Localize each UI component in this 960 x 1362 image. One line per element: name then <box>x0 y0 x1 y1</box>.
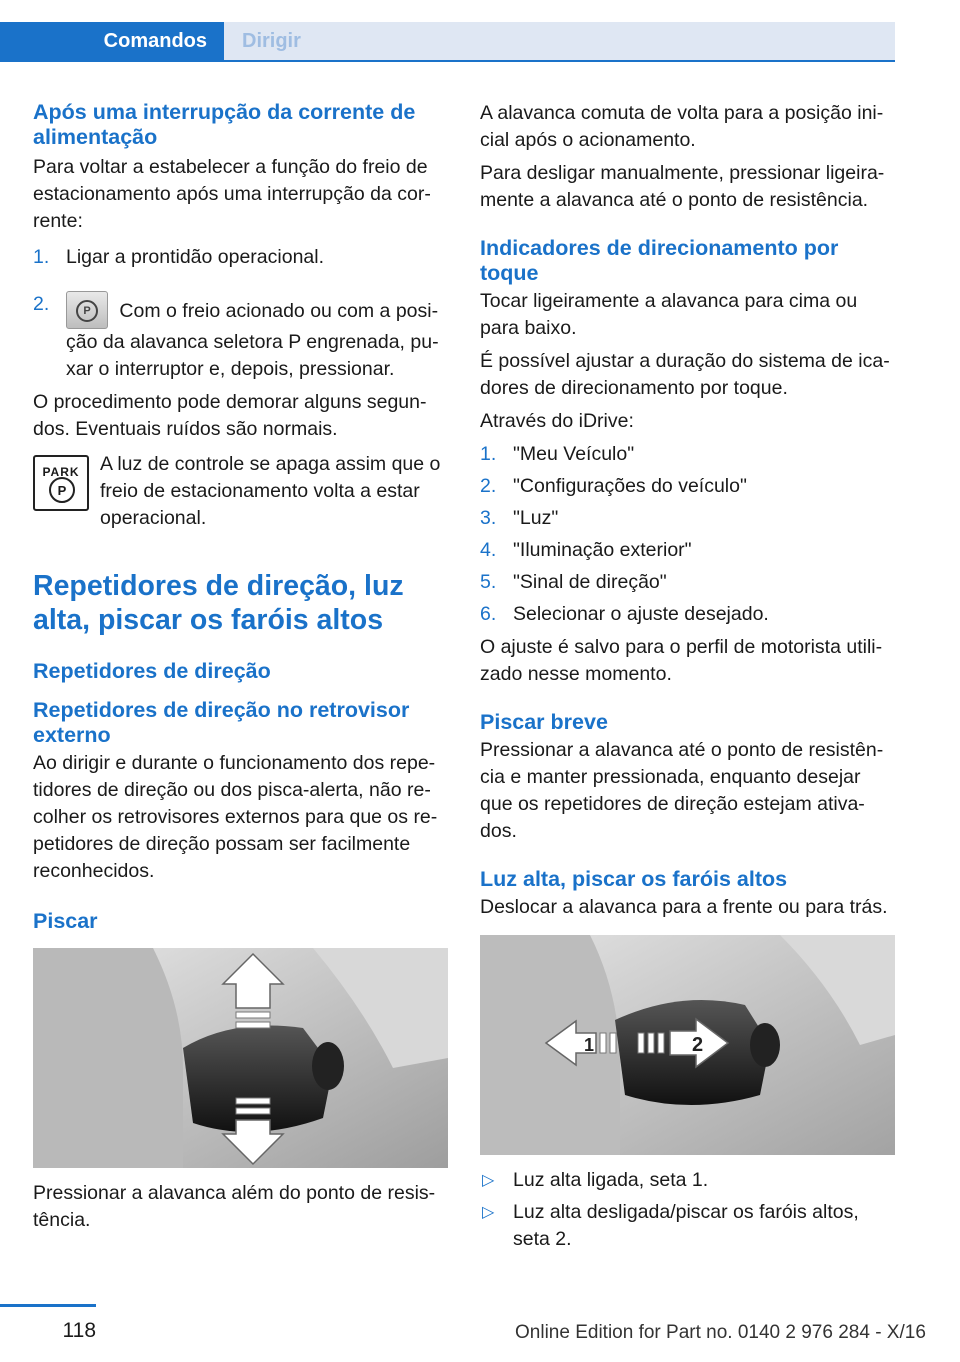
parking-brake-button-icon: P <box>66 291 108 329</box>
tab-comandos[interactable]: Comandos <box>0 22 224 60</box>
steps-idrive <box>480 441 895 628</box>
list-item: 1. Ligar a prontidão operacional. <box>33 246 325 268</box>
heading-luz-alta: Luz alta, piscar os faróis altos <box>480 867 788 891</box>
paragraph-luz-alta: Deslocar a alavanca para a frente ou para trás. <box>480 896 888 918</box>
tab-dirigir[interactable]: Dirigir <box>224 22 895 60</box>
paragraph-retorno: A alavanca comuta de volta para a posição ini-cial após o acionamento. <box>480 102 884 151</box>
right-column <box>480 100 895 1253</box>
edition-text: Online Edition for Part no. 0140 2 976 284 - X/16 <box>515 1322 926 1343</box>
list-item: 2. "Configurações do veículo" <box>480 475 747 497</box>
arrow-label-1: 1 <box>584 1035 595 1055</box>
note-park <box>33 451 448 533</box>
triangle-bullet-icon: ▷ <box>482 1172 495 1189</box>
heading-repetidores-main: Repetidores de direção, luz alta, piscar os faróis altos <box>33 570 404 636</box>
footer-divider <box>0 1304 96 1307</box>
paragraph-idrive: Através do iDrive: <box>480 410 634 432</box>
paragraph-piscar: Pressionar a alavanca além do ponto de resis-tência. <box>33 1182 436 1231</box>
list-item: 1. "Meu Veículo" <box>480 443 635 465</box>
left-column <box>33 100 448 1234</box>
paragraph-interrupcao: Para voltar a estabelecer a função do freio de estacionamento após uma interrupção da cor-rente: <box>33 156 431 232</box>
heading-piscar-breve: Piscar breve <box>480 710 608 734</box>
list-item: 2. P Com o freio acionado ou com a posi-ção da alavanca seletora P engrenada, pu-xar o interruptor e, depois, pressionar. <box>33 293 439 380</box>
list-item: 5. "Sinal de direção" <box>480 571 667 593</box>
park-indicator-icon: PARK P <box>33 455 89 511</box>
paragraph-retrovisor: Ao dirigir e durante o funcionamento dos repe-tidores de direção ou dos pisca-alerta, não re-colher os retrovisores externos para que os re-petidores de direção possam ser facilmente reconhecidos. <box>33 752 438 882</box>
heading-retrovisor: Repetidores de direção no retrovisor externo <box>33 698 410 747</box>
triangle-bullet-icon: ▷ <box>482 1204 495 1221</box>
paragraph-toque: Tocar ligeiramente a alavanca para cima ou para baixo. <box>480 290 858 339</box>
paragraph-ajustar: É possível ajustar a duração do sistema de ica-dores de direcionamento por toque. <box>480 350 890 399</box>
list-item: ▷ Luz alta desligada/piscar os faróis altos, seta 2. <box>482 1201 859 1250</box>
page-number: 118 <box>62 1319 96 1342</box>
steps-interrupcao <box>33 244 448 383</box>
park-icon-text: PARK <box>42 465 80 479</box>
step-text: Ligar a prontidão operacional. <box>66 246 325 268</box>
list-item: 3. "Luz" <box>480 507 559 529</box>
paragraph-desligar: Para desligar manualmente, pressionar ligeira-mente a alavanca até o ponto de resistência. <box>480 162 885 211</box>
lever-forward-back-illustration <box>480 935 895 1155</box>
list-item: 4. "Iluminação exterior" <box>480 539 692 561</box>
heading-interrupcao: Após uma interrupção da corrente de alimentação <box>33 100 416 149</box>
bullets-luz-alta <box>480 1167 895 1253</box>
header-tabs <box>0 0 895 62</box>
turn-signal-lever-photo <box>33 948 448 1168</box>
list-item: ▷ Luz alta ligada, seta 1. <box>480 1167 895 1194</box>
paragraph-procedimento: O procedimento pode demorar alguns segun-dos. Eventuais ruídos são normais. <box>33 391 427 440</box>
paragraph-salvo: O ajuste é salvo para o perfil de motorista utili-zado nesse momento. <box>480 636 883 685</box>
arrow-label-2: 2 <box>692 1034 704 1056</box>
header-divider <box>0 60 895 62</box>
heading-repetidores: Repetidores de direção <box>33 659 271 683</box>
high-beam-lever-photo <box>480 935 895 1155</box>
list-item: 6. Selecionar o ajuste desejado. <box>480 603 769 625</box>
heading-toque: Indicadores de direcionamento por toque <box>480 236 839 285</box>
paragraph-piscar-breve: Pressionar a alavanca até o ponto de resistên-cia e manter pressionada, enquanto desejar que os repetidores de direção estejam ativa-dos. <box>480 739 884 842</box>
step-text: Com o freio acionado ou com a posi-ção da alavanca seletora P engrenada, pu-xar o interruptor e, depois, pressionar. <box>66 300 439 380</box>
heading-piscar: Piscar <box>33 909 98 933</box>
note-text: A luz de controle se apaga assim que o freio de estacionamento volta a estar operacional. <box>100 453 441 529</box>
lever-up-down-illustration <box>33 948 448 1168</box>
